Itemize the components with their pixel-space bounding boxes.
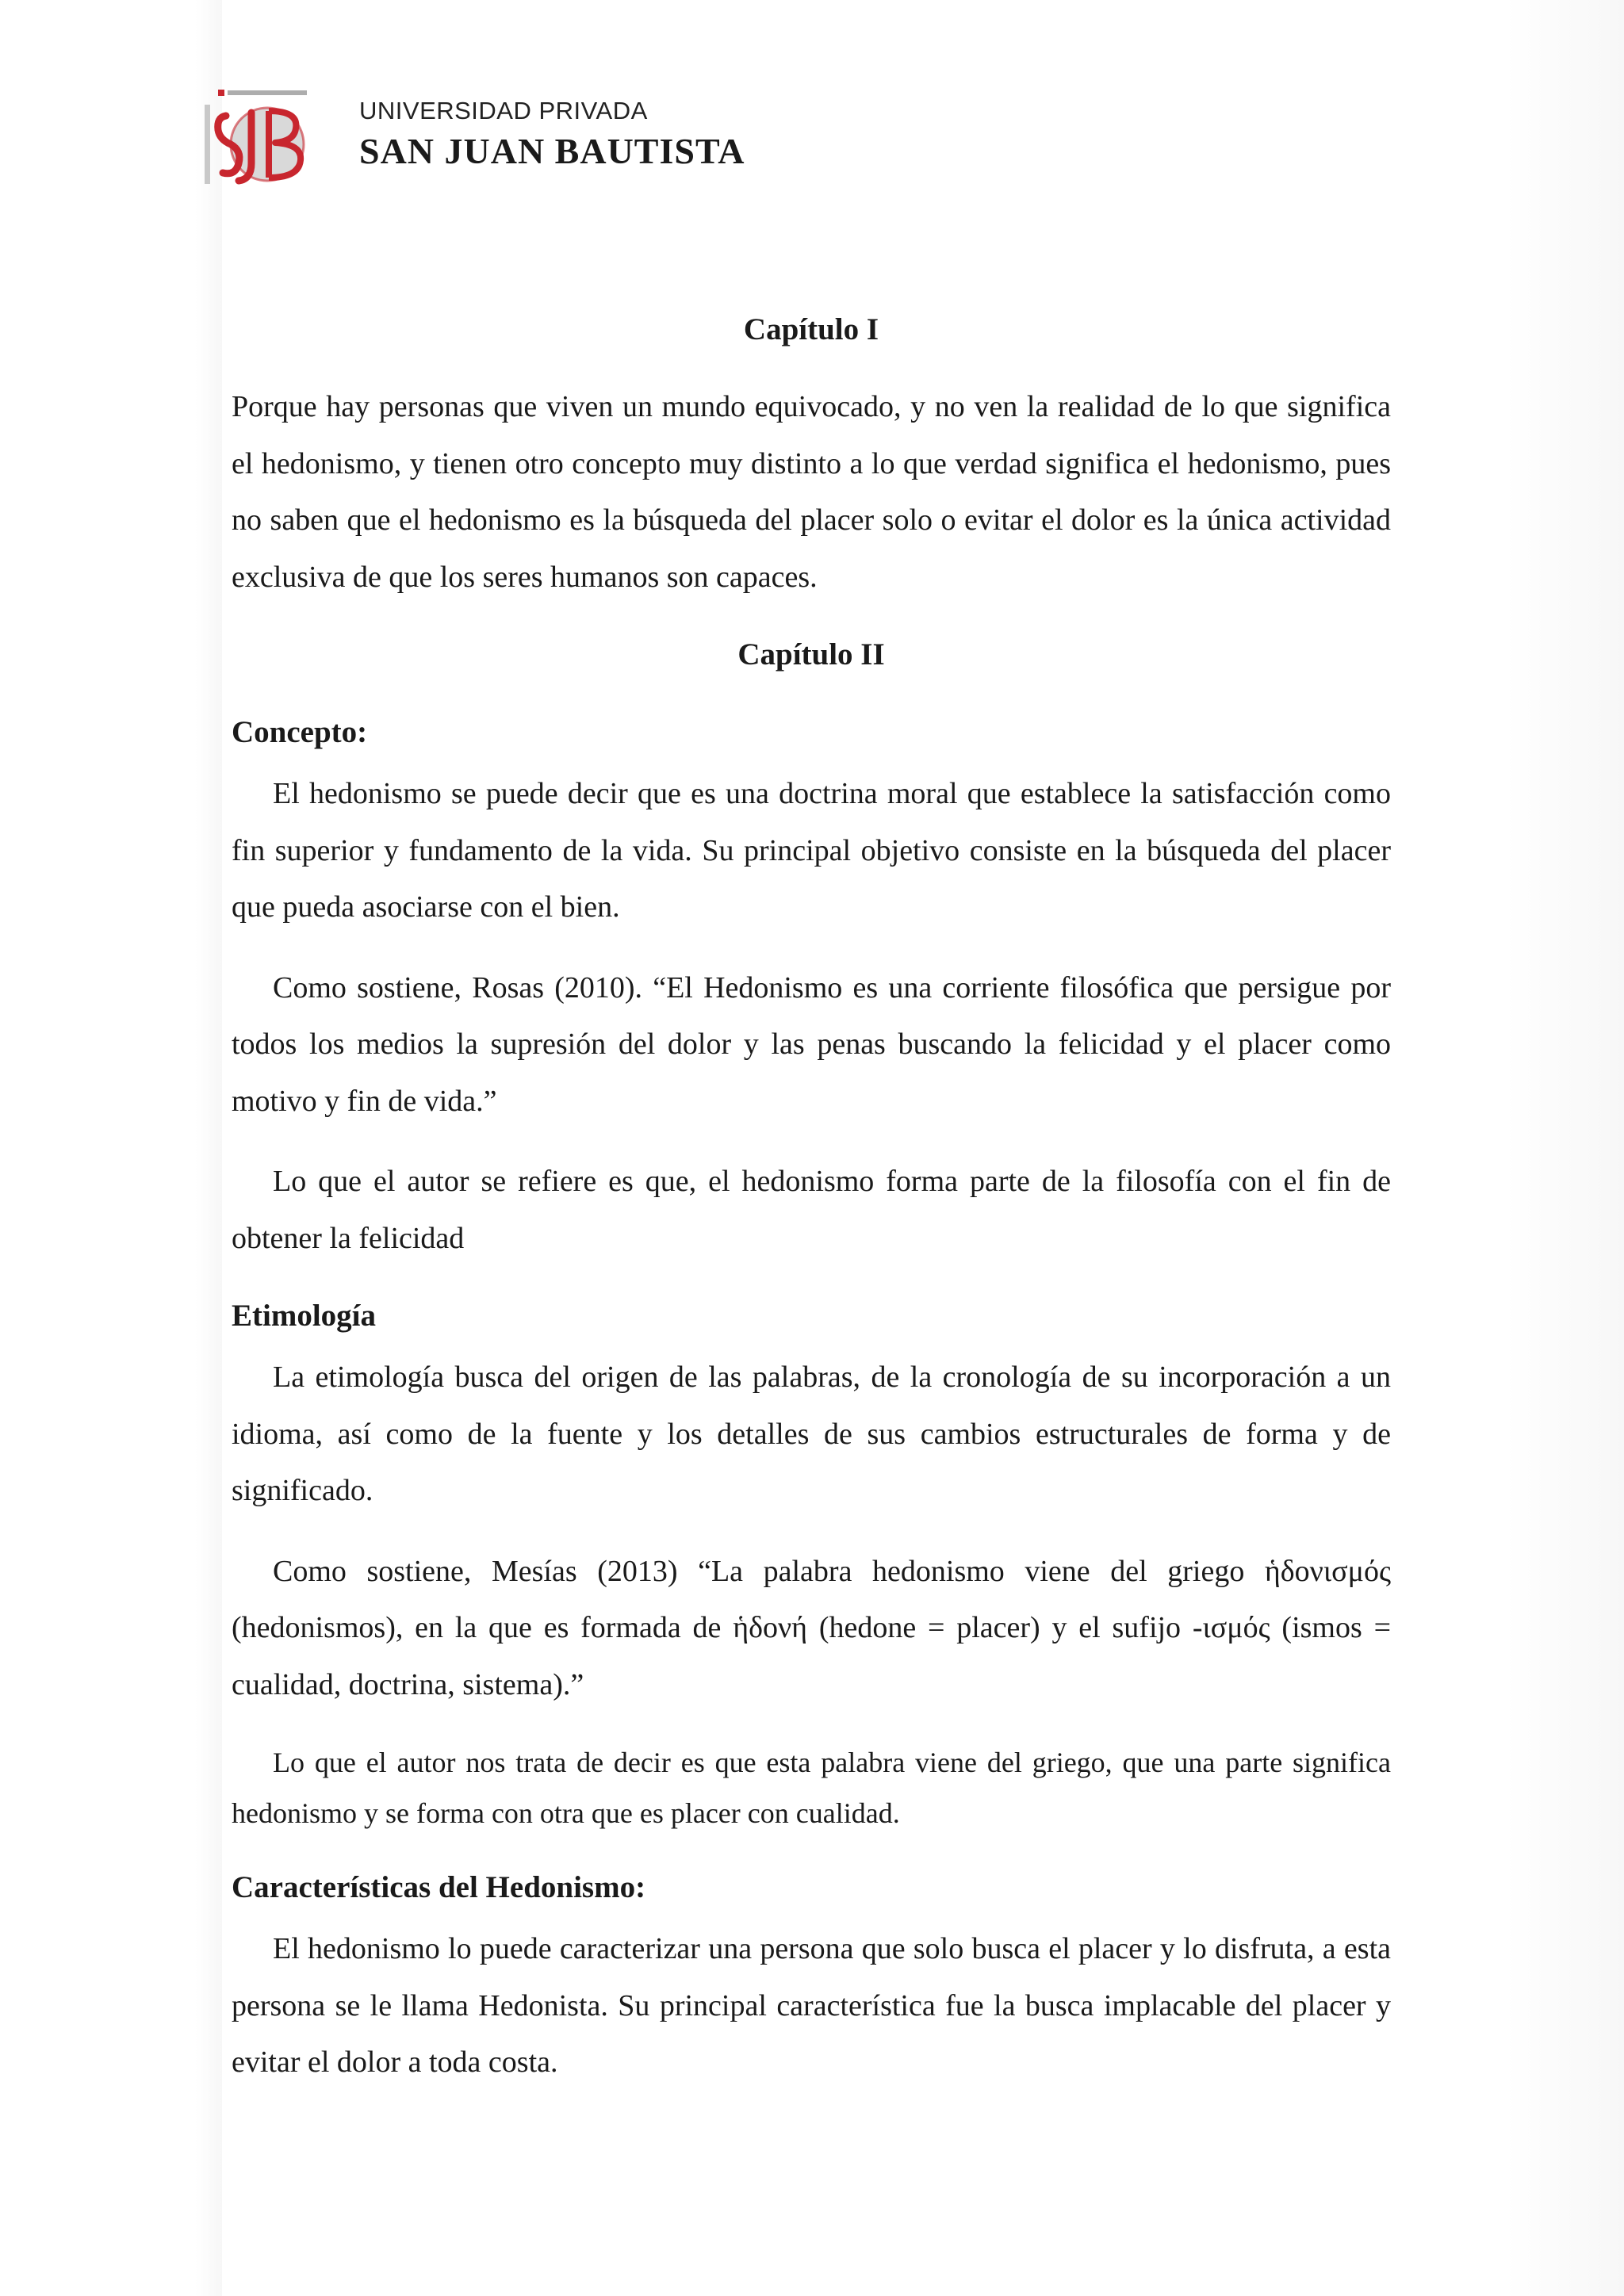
university-logo-graphic (202, 87, 313, 192)
document-body (232, 301, 1391, 2091)
etimologia-paragraph-2: Como sostiene, Mesías (2013) “La palabra hedonismo viene del griego ἡδονισμός (hedonismos), en la que es formada de ἡδονή (hedone = placer) y el sufijo -ισμός (ismos = cualidad, doctrina, sistema).” (232, 1554, 1391, 1701)
university-logo (202, 87, 313, 192)
concepto-paragraph-1: El hedonismo se puede decir que es una doctrina moral que establece la satisfacción como fin superior y fundamento de la vida. Su principal objetivo consiste en la búsqueda del placer que pueda asociarse con el bien. (232, 777, 1391, 924)
etimologia-paragraph-1: La etimología busca del origen de las palabras, de la cronología de su incorporación a un idioma, así como de la fuente y los detalles de sus cambios estructurales de forma y de significado. (232, 1360, 1391, 1507)
etimologia-paragraph-3-wrapper (232, 1737, 1391, 1839)
chapter1-title: Capítulo I (743, 312, 879, 346)
page-left-margin-shade (0, 0, 222, 2296)
etimologia-paragraph-3: Lo que el autor nos trata de decir es que esta palabra viene del griego, que una parte significa hedonismo y se forma con otra que es placer con cualidad. (232, 1747, 1391, 1829)
university-name-line2: SAN JUAN BAUTISTA (359, 131, 745, 171)
caracteristicas-heading: Características del Hedonismo: (232, 1870, 646, 1904)
concepto-heading: Concepto: (232, 715, 368, 749)
chapter1-paragraph: Porque hay personas que viven un mundo equivocado, y no ven la realidad de lo que significa el hedonismo, y tienen otro concepto muy distinto a lo que verdad significa el hedonismo, pues no saben que el hedonismo es la búsqueda del placer solo o evitar el dolor es la única actividad exclusiva de que los seres humanos son capaces. (232, 390, 1391, 594)
concepto-paragraph-3: Lo que el autor se refiere es que, el hedonismo forma parte de la filosofía con el fin de obtener la felicidad (232, 1165, 1391, 1255)
university-name-line1: UNIVERSIDAD PRIVADA (359, 97, 648, 124)
page-right-margin-shade (1505, 0, 1624, 2296)
caracteristicas-paragraph-1: El hedonismo lo puede caracterizar una persona que solo busca el placer y lo disfruta, a esta persona se le llama Hedonista. Su principal característica fue la busca implacable del placer y evitar el dolor a toda costa. (232, 1932, 1391, 2079)
document-header (202, 79, 916, 198)
etimologia-heading: Etimología (232, 1299, 376, 1333)
chapter2-title: Capítulo II (737, 637, 885, 672)
concepto-paragraph-2: Como sostiene, Rosas (2010). “El Hedonismo es una corriente filosófica que persigue por todos los medios la supresión del dolor y las penas buscando la felicidad y el placer como motivo y fin de vida.” (232, 970, 1391, 1118)
